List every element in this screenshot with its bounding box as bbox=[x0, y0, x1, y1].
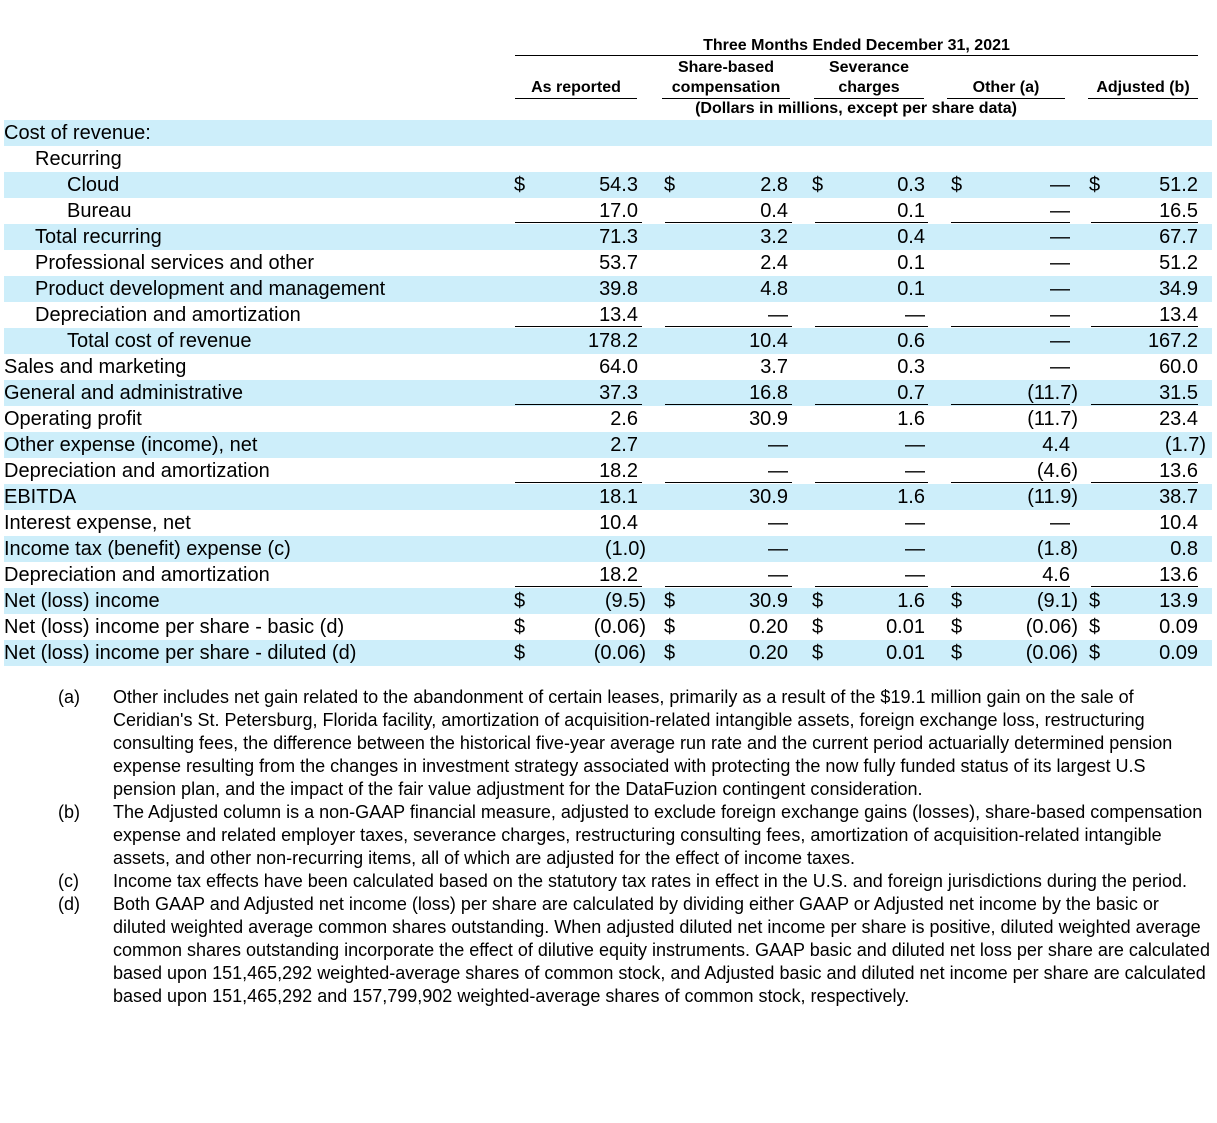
cell-severance: — bbox=[905, 434, 925, 456]
cell-other: — bbox=[1050, 200, 1070, 222]
cell-other: — bbox=[1050, 226, 1070, 248]
table-row bbox=[4, 432, 1212, 458]
table-row bbox=[4, 536, 1212, 562]
footnote-text: Both GAAP and Adjusted net income (loss) per share are calculated by dividing either GAAP or Adjusted net income by the basic or diluted weighted average common shares outstanding. When adjusted diluted net income per share is positive, diluted weighted average common shares outstanding incorporate the effect of dilutive equity instruments. GAAP basic and diluted net loss per share are calculated based upon 151,465,292 weighted-average shares of common stock, and Adjusted basic and diluted net income per share are calculated based upon 151,465,292 and 157,799,902 weighted-average shares of common stock, respectively. bbox=[113, 894, 1210, 1006]
subtotal-rule bbox=[815, 586, 928, 587]
cell-as-reported: 71.3 bbox=[599, 226, 638, 248]
table-row bbox=[4, 588, 1212, 614]
table-row bbox=[4, 562, 1212, 588]
cell-severance: 0.1 bbox=[897, 278, 925, 300]
row-label: Operating profit bbox=[4, 408, 142, 430]
cell-other: — bbox=[1050, 252, 1070, 274]
row-label: Depreciation and amortization bbox=[4, 460, 270, 482]
cell-severance: — bbox=[905, 564, 925, 586]
col-header-rule bbox=[515, 98, 637, 99]
subtotal-rule bbox=[951, 482, 1070, 483]
table-row bbox=[4, 640, 1212, 666]
cell-share-based: 30.9 bbox=[749, 486, 788, 508]
cell-other: 4.4 bbox=[1042, 434, 1070, 456]
row-label: Depreciation and amortization bbox=[4, 564, 270, 586]
footnote-text: The Adjusted column is a non-GAAP financial measure, adjusted to exclude foreign exchange gains (losses), share-based compensation expense and related employer taxes, severance charges, restructuring consulting fees, amortization of acquisition-related intangible assets, and other non-recurring items, all of which are adjusted for the effect of income taxes. bbox=[113, 802, 1203, 868]
cell-severance: 1.6 bbox=[897, 408, 925, 430]
cell-other: (9.1) bbox=[1036, 590, 1078, 612]
cell-adjusted: 13.4 bbox=[1159, 304, 1198, 326]
cell-as-reported: 39.8 bbox=[599, 278, 638, 300]
cell-share-based: 2.4 bbox=[760, 252, 788, 274]
currency-symbol: $ bbox=[812, 174, 824, 196]
subtotal-rule bbox=[815, 222, 928, 223]
cell-as-reported: 17.0 bbox=[599, 200, 638, 222]
cell-adjusted: 13.9 bbox=[1159, 590, 1198, 612]
currency-symbol: $ bbox=[812, 590, 824, 612]
cell-as-reported: 18.2 bbox=[599, 460, 638, 482]
subtotal-rule bbox=[665, 326, 792, 327]
cell-other: (11.7) bbox=[1027, 382, 1078, 404]
currency-symbol: $ bbox=[951, 590, 963, 612]
cell-other: (1.8) bbox=[1036, 538, 1078, 560]
table-row bbox=[4, 328, 1212, 354]
footnote bbox=[0, 686, 1217, 801]
table-row bbox=[4, 146, 1212, 172]
row-label: Professional services and other bbox=[35, 252, 315, 274]
currency-symbol: $ bbox=[1089, 642, 1101, 664]
cell-other: — bbox=[1050, 174, 1070, 196]
cell-adjusted: 67.7 bbox=[1159, 226, 1198, 248]
currency-symbol: $ bbox=[664, 642, 676, 664]
subtotal-rule bbox=[815, 326, 928, 327]
table-row bbox=[4, 380, 1212, 406]
subtotal-rule bbox=[815, 482, 928, 483]
currency-symbol: $ bbox=[951, 642, 963, 664]
table-row bbox=[4, 406, 1212, 432]
subtotal-rule bbox=[515, 326, 642, 327]
cell-adjusted: 38.7 bbox=[1159, 486, 1198, 508]
row-label: Interest expense, net bbox=[4, 512, 191, 534]
cell-share-based: 10.4 bbox=[749, 330, 788, 352]
cell-severance: — bbox=[905, 512, 925, 534]
cell-as-reported: 2.7 bbox=[610, 434, 638, 456]
cell-severance: 0.1 bbox=[897, 252, 925, 274]
footnote-text: Other includes net gain related to the abandonment of certain leases, primarily as a result of the $19.1 million gain on the sale of Ceridian's St. Petersburg, Florida facility, amortization of acquisition-related intangible assets, foreign exchange loss, restructuring consulting fees, the difference between the historical five-year average run rate and the current period actuarially determined pension expense resulting from the changes in investment strategy associated with protecting the now fully funded status of its largest U.S pension plan, and the impact of the fair value adjustment for the DataFuzion contingent consideration. bbox=[113, 687, 1173, 799]
subtotal-rule bbox=[1091, 326, 1198, 327]
cell-share-based: 30.9 bbox=[749, 590, 788, 612]
cell-as-reported: (9.5) bbox=[604, 590, 646, 612]
footnote bbox=[0, 801, 1217, 870]
units-note: (Dollars in millions, except per share data) bbox=[695, 100, 1017, 117]
row-label: Recurring bbox=[35, 148, 122, 170]
row-label: Total recurring bbox=[35, 226, 162, 248]
cell-severance: 0.3 bbox=[897, 174, 925, 196]
cell-severance: 1.6 bbox=[897, 486, 925, 508]
cell-other: (0.06) bbox=[1025, 616, 1078, 638]
row-label: Sales and marketing bbox=[4, 356, 187, 378]
cell-other: — bbox=[1050, 304, 1070, 326]
subtotal-rule bbox=[515, 222, 642, 223]
cell-as-reported: 18.1 bbox=[599, 486, 638, 508]
cell-other: (4.6) bbox=[1036, 460, 1078, 482]
subtotal-rule bbox=[1091, 586, 1198, 587]
table-row bbox=[4, 250, 1212, 276]
currency-symbol: $ bbox=[1089, 616, 1101, 638]
cell-adjusted: 167.2 bbox=[1147, 330, 1198, 352]
cell-other: (11.7) bbox=[1027, 408, 1078, 430]
footnote bbox=[0, 893, 1217, 1008]
table-row bbox=[4, 120, 1212, 146]
table-row bbox=[4, 484, 1212, 510]
subtotal-rule bbox=[515, 586, 642, 587]
footnote-tag: (d) bbox=[58, 894, 80, 914]
cell-severance: — bbox=[905, 304, 925, 326]
cell-other: — bbox=[1050, 356, 1070, 378]
currency-symbol: $ bbox=[664, 616, 676, 638]
subtotal-rule bbox=[951, 222, 1070, 223]
currency-symbol: $ bbox=[951, 616, 963, 638]
currency-symbol: $ bbox=[1089, 590, 1101, 612]
subtotal-rule bbox=[951, 586, 1070, 587]
footnotes bbox=[0, 686, 1217, 1008]
subtotal-rule bbox=[665, 482, 792, 483]
cell-severance: 1.6 bbox=[897, 590, 925, 612]
cell-adjusted: 0.09 bbox=[1159, 642, 1198, 664]
table-row bbox=[4, 510, 1212, 536]
col-header-severance: Severance charges bbox=[828, 59, 910, 96]
table-row bbox=[4, 354, 1212, 380]
currency-symbol: $ bbox=[812, 616, 824, 638]
col-header-rule bbox=[1088, 98, 1198, 99]
cell-severance: 0.3 bbox=[897, 356, 925, 378]
table-row bbox=[4, 302, 1212, 328]
cell-severance: 0.01 bbox=[886, 642, 925, 664]
cell-severance: 0.6 bbox=[897, 330, 925, 352]
row-label: Cloud bbox=[67, 174, 120, 196]
cell-severance: 0.7 bbox=[897, 382, 925, 404]
row-label: Total cost of revenue bbox=[67, 330, 252, 352]
cell-adjusted: 23.4 bbox=[1159, 408, 1198, 430]
cell-as-reported: (1.0) bbox=[604, 538, 646, 560]
cell-share-based: 16.8 bbox=[749, 382, 788, 404]
cell-adjusted: (1.7) bbox=[1164, 434, 1206, 456]
cell-share-based: 0.4 bbox=[760, 200, 788, 222]
cell-adjusted: 51.2 bbox=[1159, 174, 1198, 196]
cell-as-reported: 37.3 bbox=[599, 382, 638, 404]
subtotal-rule bbox=[951, 404, 1070, 405]
subtotal-rule bbox=[1091, 404, 1198, 405]
subtotal-rule bbox=[1091, 222, 1198, 223]
table-row bbox=[4, 614, 1212, 640]
footnote-tag: (b) bbox=[58, 802, 80, 822]
footnote-tag: (a) bbox=[58, 687, 80, 707]
cell-as-reported: 18.2 bbox=[599, 564, 638, 586]
cell-adjusted: 0.09 bbox=[1159, 616, 1198, 638]
row-label: Bureau bbox=[67, 200, 132, 222]
subtotal-rule bbox=[815, 404, 928, 405]
cell-other: 4.6 bbox=[1042, 564, 1070, 586]
row-label: Net (loss) income per share - diluted (d) bbox=[4, 642, 357, 664]
row-label: Net (loss) income per share - basic (d) bbox=[4, 616, 345, 638]
cell-severance: 0.4 bbox=[897, 226, 925, 248]
period-header: Three Months Ended December 31, 2021 bbox=[703, 37, 1010, 54]
col-header-as-reported: As reported bbox=[531, 79, 621, 96]
cell-as-reported: 10.4 bbox=[599, 512, 638, 534]
currency-symbol: $ bbox=[812, 642, 824, 664]
period-header-rule bbox=[515, 55, 1198, 56]
cell-adjusted: 0.8 bbox=[1170, 538, 1198, 560]
table-row bbox=[4, 224, 1212, 250]
table-row bbox=[4, 198, 1212, 224]
cell-share-based: 3.2 bbox=[760, 226, 788, 248]
cell-share-based: 30.9 bbox=[749, 408, 788, 430]
subtotal-rule bbox=[1091, 482, 1198, 483]
cell-adjusted: 16.5 bbox=[1159, 200, 1198, 222]
table-row bbox=[4, 276, 1212, 302]
cell-share-based: 3.7 bbox=[760, 356, 788, 378]
cell-severance: — bbox=[905, 460, 925, 482]
cell-adjusted: 60.0 bbox=[1159, 356, 1198, 378]
cell-as-reported: (0.06) bbox=[593, 642, 646, 664]
cell-other: (11.9) bbox=[1027, 486, 1078, 508]
col-header-share-based: Share-based compensation bbox=[671, 59, 781, 96]
row-label: Product development and management bbox=[35, 278, 386, 300]
row-label: General and administrative bbox=[4, 382, 244, 404]
cell-adjusted: 51.2 bbox=[1159, 252, 1198, 274]
cell-adjusted: 10.4 bbox=[1159, 512, 1198, 534]
cell-adjusted: 13.6 bbox=[1159, 564, 1198, 586]
cell-as-reported: 13.4 bbox=[599, 304, 638, 326]
footnote-tag: (c) bbox=[58, 871, 79, 891]
cell-as-reported: 53.7 bbox=[599, 252, 638, 274]
cell-as-reported: (0.06) bbox=[593, 616, 646, 638]
cell-share-based: — bbox=[768, 538, 788, 560]
subtotal-rule bbox=[665, 404, 792, 405]
cell-adjusted: 31.5 bbox=[1159, 382, 1198, 404]
cell-as-reported: 54.3 bbox=[599, 174, 638, 196]
row-label: Cost of revenue: bbox=[4, 122, 151, 144]
row-label: Income tax (benefit) expense (c) bbox=[4, 538, 291, 560]
footnote bbox=[0, 870, 1217, 893]
currency-symbol: $ bbox=[514, 174, 526, 196]
cell-share-based: — bbox=[768, 564, 788, 586]
footnote-text: Income tax effects have been calculated based on the statutory tax rates in effect in the U.S. and foreign jurisdictions during the period. bbox=[113, 871, 1187, 891]
cell-other: — bbox=[1050, 278, 1070, 300]
currency-symbol: $ bbox=[1089, 174, 1101, 196]
subtotal-rule bbox=[951, 326, 1070, 327]
cell-share-based: 0.20 bbox=[749, 616, 788, 638]
cell-severance: — bbox=[905, 538, 925, 560]
row-label: Other expense (income), net bbox=[4, 434, 258, 456]
cell-share-based: 2.8 bbox=[760, 174, 788, 196]
row-label: EBITDA bbox=[4, 486, 77, 508]
cell-share-based: 0.20 bbox=[749, 642, 788, 664]
cell-other: — bbox=[1050, 512, 1070, 534]
cell-share-based: — bbox=[768, 512, 788, 534]
row-label: Depreciation and amortization bbox=[35, 304, 301, 326]
cell-severance: 0.01 bbox=[886, 616, 925, 638]
cell-share-based: — bbox=[768, 434, 788, 456]
row-label: Net (loss) income bbox=[4, 590, 160, 612]
cell-as-reported: 2.6 bbox=[610, 408, 638, 430]
cell-as-reported: 178.2 bbox=[587, 330, 638, 352]
cell-share-based: — bbox=[768, 304, 788, 326]
cell-other: — bbox=[1050, 330, 1070, 352]
currency-symbol: $ bbox=[664, 174, 676, 196]
currency-symbol: $ bbox=[514, 590, 526, 612]
subtotal-rule bbox=[515, 404, 642, 405]
cell-as-reported: 64.0 bbox=[599, 356, 638, 378]
cell-adjusted: 13.6 bbox=[1159, 460, 1198, 482]
col-header-other: Other (a) bbox=[972, 79, 1040, 96]
subtotal-rule bbox=[665, 586, 792, 587]
cell-share-based: — bbox=[768, 460, 788, 482]
currency-symbol: $ bbox=[514, 642, 526, 664]
cell-other: (0.06) bbox=[1025, 642, 1078, 664]
cell-share-based: 4.8 bbox=[760, 278, 788, 300]
subtotal-rule bbox=[665, 222, 792, 223]
cell-adjusted: 34.9 bbox=[1159, 278, 1198, 300]
subtotal-rule bbox=[515, 482, 642, 483]
col-header-adjusted: Adjusted (b) bbox=[1096, 79, 1190, 96]
currency-symbol: $ bbox=[514, 616, 526, 638]
financial-table bbox=[4, 120, 1212, 666]
cell-severance: 0.1 bbox=[897, 200, 925, 222]
table-row bbox=[4, 458, 1212, 484]
currency-symbol: $ bbox=[951, 174, 963, 196]
currency-symbol: $ bbox=[664, 590, 676, 612]
table-row bbox=[4, 172, 1212, 198]
